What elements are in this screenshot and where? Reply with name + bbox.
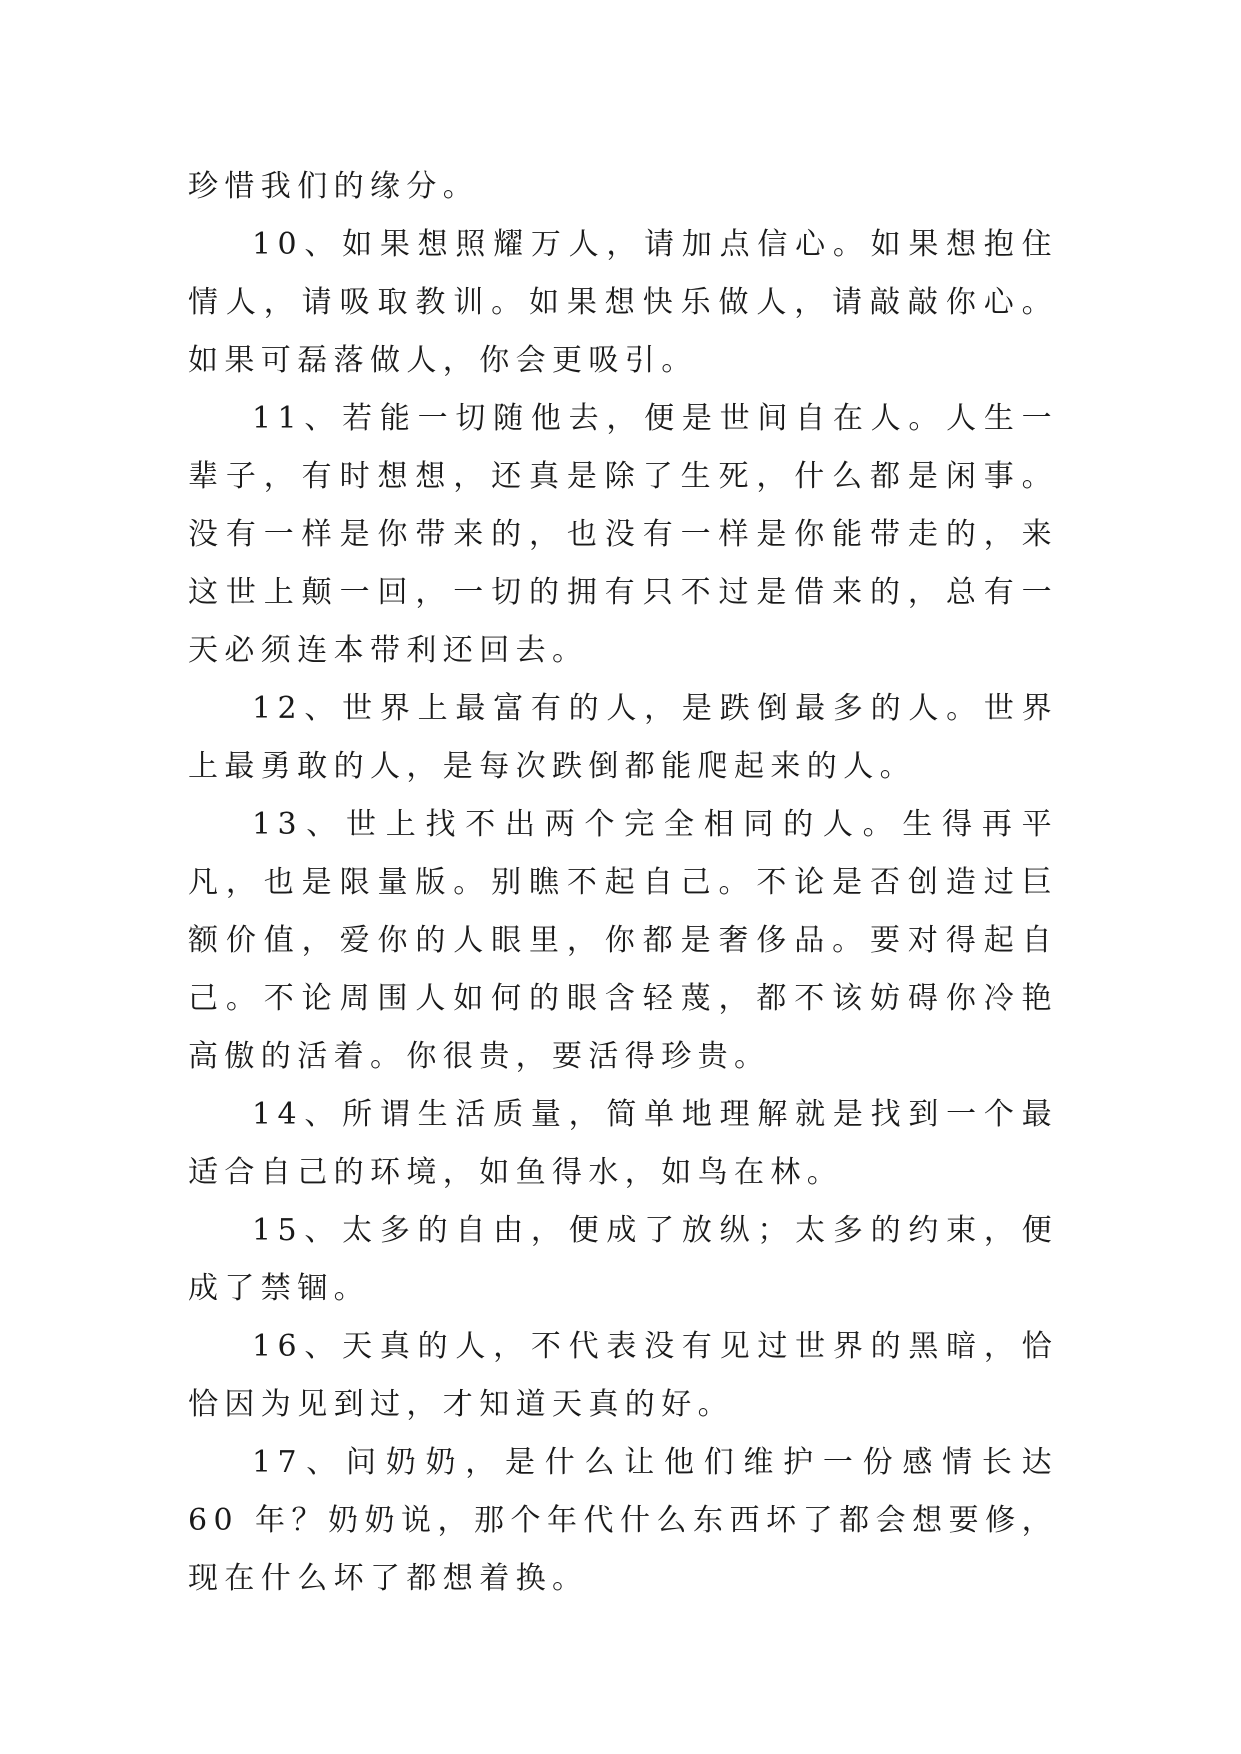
document-body (188, 158, 1058, 1608)
paragraph-17: 17、问奶奶，是什么让他们维护一份感情长达 60 年？奶奶说，那个年代什么东西坏了都会想要修，现在什么坏了都想着换。 (188, 1445, 1058, 1596)
paragraph-continuation: 珍惜我们的缘分。 (188, 169, 480, 204)
paragraph-11: 11、若能一切随他去，便是世间自在人。人生一辈子，有时想想，还真是除了生死，什么都是闲事。没有一样是你带来的，也没有一样是你能带走的，来这世上颠一回，一切的拥有只不过是借来的，总有一天必须连本带利还回去。 (188, 401, 1058, 668)
paragraph-16: 16、天真的人，不代表没有见过世界的黑暗，恰恰因为见到过，才知道天真的好。 (188, 1329, 1058, 1422)
paragraph-13: 13、世上找不出两个完全相同的人。生得再平凡，也是限量版。别瞧不起自己。不论是否创造过巨额价值，爱你的人眼里，你都是奢侈品。要对得起自己。不论周围人如何的眼含轻蔑，都不该妨碍你冷艳高傲的活着。你很贵，要活得珍贵。 (188, 807, 1058, 1074)
paragraph-14: 14、所谓生活质量，简单地理解就是找到一个最适合自己的环境，如鱼得水，如鸟在林。 (188, 1097, 1058, 1190)
paragraph-15: 15、太多的自由，便成了放纵；太多的约束，便成了禁锢。 (188, 1213, 1058, 1306)
paragraph-12: 12、世界上最富有的人，是跌倒最多的人。世界上最勇敢的人，是每次跌倒都能爬起来的人。 (188, 691, 1058, 784)
paragraph-10: 10、如果想照耀万人，请加点信心。如果想抱住情人，请吸取教训。如果想快乐做人，请敲敲你心。如果可磊落做人，你会更吸引。 (188, 227, 1058, 378)
